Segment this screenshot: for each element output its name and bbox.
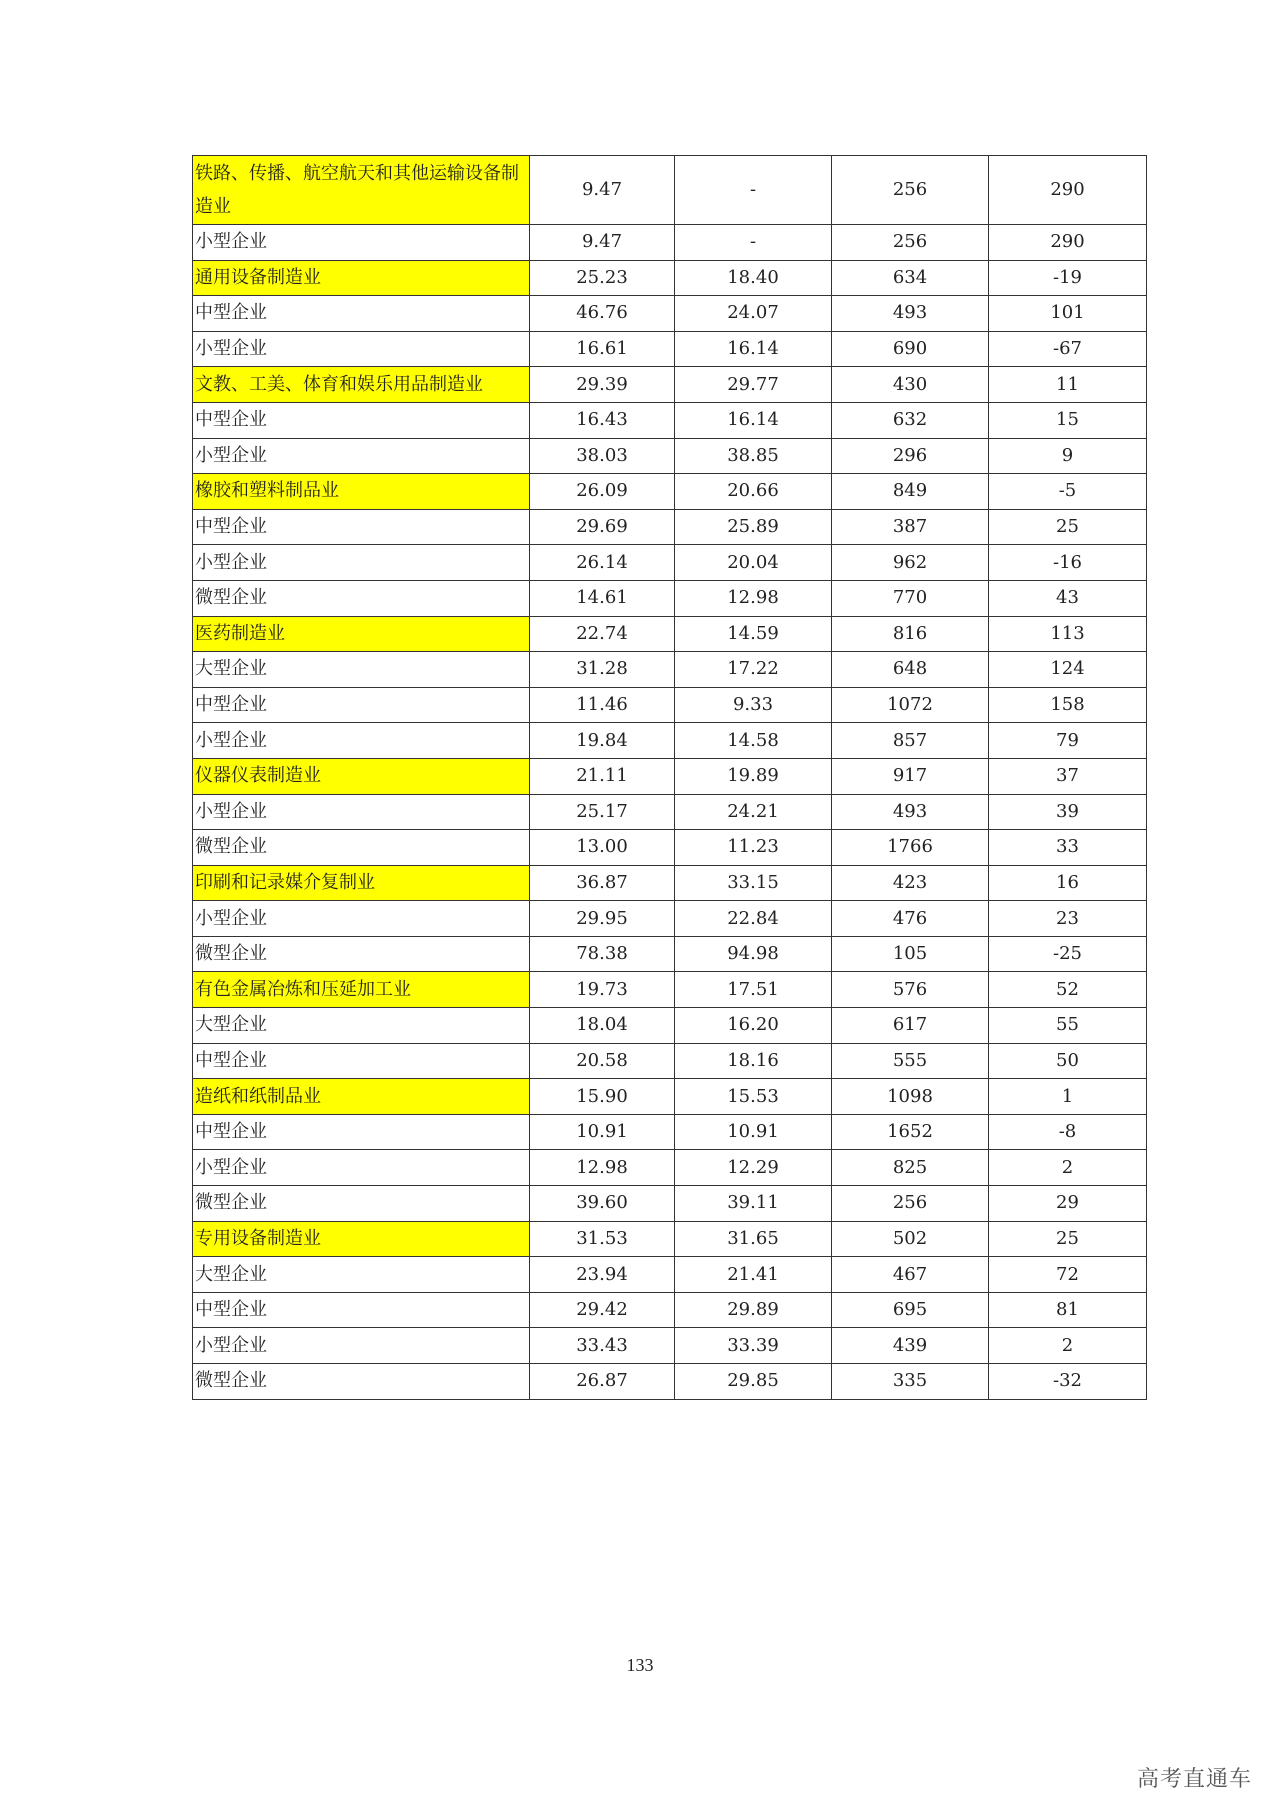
value-cell-col1: 9.47 — [530, 225, 675, 261]
value-cell-col2: 16.14 — [675, 331, 832, 367]
value-cell-col3: 849 — [832, 474, 989, 510]
value-cell-col3: 256 — [832, 156, 989, 225]
value-cell-col2: 12.98 — [675, 580, 832, 616]
value-cell-col1: 9.47 — [530, 156, 675, 225]
enterprise-size-cell: 中型企业 — [193, 1114, 530, 1150]
value-cell-col2: 20.66 — [675, 474, 832, 510]
watermark: 高考直通车 — [1136, 1767, 1252, 1792]
value-cell-col1: 31.28 — [530, 652, 675, 688]
value-cell-col1: 22.74 — [530, 616, 675, 652]
value-cell-col1: 16.43 — [530, 402, 675, 438]
enterprise-size-cell: 微型企业 — [193, 936, 530, 972]
value-cell-col2: 9.33 — [675, 687, 832, 723]
table-row — [193, 723, 1147, 759]
value-cell-col3: 825 — [832, 1150, 989, 1186]
value-cell-col2: 17.51 — [675, 972, 832, 1008]
page-number: 133 — [626, 1655, 654, 1675]
enterprise-size-cell: 小型企业 — [193, 1150, 530, 1186]
table-row — [193, 260, 1147, 296]
value-cell-col3: 917 — [832, 758, 989, 794]
table-row — [193, 1186, 1147, 1222]
value-cell-col4: -19 — [989, 260, 1147, 296]
value-cell-col3: 105 — [832, 936, 989, 972]
value-cell-col4: 290 — [989, 225, 1147, 261]
table-row — [193, 331, 1147, 367]
table-row — [193, 1079, 1147, 1115]
enterprise-size-cell: 小型企业 — [193, 331, 530, 367]
value-cell-col2: 11.23 — [675, 830, 832, 866]
enterprise-size-cell: 小型企业 — [193, 225, 530, 261]
value-cell-col3: 467 — [832, 1257, 989, 1293]
table-row — [193, 225, 1147, 261]
value-cell-col1: 26.14 — [530, 545, 675, 581]
table-row — [193, 156, 1147, 225]
value-cell-col2: 94.98 — [675, 936, 832, 972]
data-table — [192, 155, 1147, 1400]
value-cell-col2: 14.59 — [675, 616, 832, 652]
table-row — [193, 1150, 1147, 1186]
table-row — [193, 1292, 1147, 1328]
value-cell-col3: 962 — [832, 545, 989, 581]
value-cell-col3: 695 — [832, 1292, 989, 1328]
value-cell-col3: 576 — [832, 972, 989, 1008]
value-cell-col1: 23.94 — [530, 1257, 675, 1293]
table-row — [193, 1221, 1147, 1257]
table-row — [193, 580, 1147, 616]
value-cell-col4: 72 — [989, 1257, 1147, 1293]
value-cell-col2: 39.11 — [675, 1186, 832, 1222]
value-cell-col4: 52 — [989, 972, 1147, 1008]
value-cell-col4: -25 — [989, 936, 1147, 972]
value-cell-col4: 23 — [989, 901, 1147, 937]
value-cell-col2: 29.89 — [675, 1292, 832, 1328]
enterprise-size-cell: 小型企业 — [193, 723, 530, 759]
table-row — [193, 1008, 1147, 1044]
value-cell-col1: 46.76 — [530, 296, 675, 332]
value-cell-col1: 19.73 — [530, 972, 675, 1008]
value-cell-col2: 29.77 — [675, 367, 832, 403]
value-cell-col2: 16.20 — [675, 1008, 832, 1044]
value-cell-col4: -16 — [989, 545, 1147, 581]
value-cell-col1: 25.17 — [530, 794, 675, 830]
enterprise-size-cell: 中型企业 — [193, 1043, 530, 1079]
value-cell-col4: 113 — [989, 616, 1147, 652]
value-cell-col3: 493 — [832, 296, 989, 332]
value-cell-col2: 33.15 — [675, 865, 832, 901]
value-cell-col4: 33 — [989, 830, 1147, 866]
value-cell-col4: 124 — [989, 652, 1147, 688]
value-cell-col3: 335 — [832, 1364, 989, 1400]
table-row — [193, 1364, 1147, 1400]
value-cell-col3: 387 — [832, 509, 989, 545]
table-row — [193, 402, 1147, 438]
value-cell-col1: 78.38 — [530, 936, 675, 972]
value-cell-col4: 39 — [989, 794, 1147, 830]
value-cell-col1: 14.61 — [530, 580, 675, 616]
table-row — [193, 972, 1147, 1008]
enterprise-size-cell: 中型企业 — [193, 509, 530, 545]
value-cell-col4: 43 — [989, 580, 1147, 616]
table-row — [193, 901, 1147, 937]
enterprise-size-cell: 中型企业 — [193, 687, 530, 723]
value-cell-col2: 33.39 — [675, 1328, 832, 1364]
value-cell-col1: 29.39 — [530, 367, 675, 403]
value-cell-col3: 476 — [832, 901, 989, 937]
value-cell-col2: 38.85 — [675, 438, 832, 474]
table-row — [193, 1328, 1147, 1364]
value-cell-col3: 296 — [832, 438, 989, 474]
value-cell-col3: 256 — [832, 1186, 989, 1222]
value-cell-col4: 2 — [989, 1150, 1147, 1186]
value-cell-col1: 36.87 — [530, 865, 675, 901]
enterprise-size-cell: 中型企业 — [193, 296, 530, 332]
value-cell-col3: 1766 — [832, 830, 989, 866]
value-cell-col2: 25.89 — [675, 509, 832, 545]
table-row — [193, 296, 1147, 332]
enterprise-size-cell: 小型企业 — [193, 794, 530, 830]
industry-name-cell: 铁路、传播、航空航天和其他运输设备制造业 — [193, 156, 530, 225]
industry-name-cell: 有色金属冶炼和压延加工业 — [193, 972, 530, 1008]
enterprise-size-cell: 微型企业 — [193, 830, 530, 866]
value-cell-col3: 439 — [832, 1328, 989, 1364]
table-row — [193, 936, 1147, 972]
value-cell-col4: 9 — [989, 438, 1147, 474]
value-cell-col2: 29.85 — [675, 1364, 832, 1400]
value-cell-col3: 648 — [832, 652, 989, 688]
value-cell-col1: 29.42 — [530, 1292, 675, 1328]
value-cell-col1: 20.58 — [530, 1043, 675, 1079]
value-cell-col4: 290 — [989, 156, 1147, 225]
value-cell-col1: 31.53 — [530, 1221, 675, 1257]
enterprise-size-cell: 大型企业 — [193, 1257, 530, 1293]
value-cell-col3: 423 — [832, 865, 989, 901]
value-cell-col1: 29.69 — [530, 509, 675, 545]
value-cell-col4: 79 — [989, 723, 1147, 759]
value-cell-col4: -67 — [989, 331, 1147, 367]
table-row — [193, 758, 1147, 794]
value-cell-col1: 10.91 — [530, 1114, 675, 1150]
value-cell-col4: 25 — [989, 1221, 1147, 1257]
value-cell-col4: 55 — [989, 1008, 1147, 1044]
value-cell-col2: 14.58 — [675, 723, 832, 759]
value-cell-col2: 18.16 — [675, 1043, 832, 1079]
value-cell-col1: 39.60 — [530, 1186, 675, 1222]
value-cell-col2: 17.22 — [675, 652, 832, 688]
table-row — [193, 830, 1147, 866]
table-row — [193, 794, 1147, 830]
value-cell-col2: 31.65 — [675, 1221, 832, 1257]
value-cell-col4: 1 — [989, 1079, 1147, 1115]
enterprise-size-cell: 中型企业 — [193, 402, 530, 438]
value-cell-col2: 16.14 — [675, 402, 832, 438]
value-cell-col2: 10.91 — [675, 1114, 832, 1150]
value-cell-col4: 158 — [989, 687, 1147, 723]
value-cell-col3: 1072 — [832, 687, 989, 723]
table-body — [193, 156, 1147, 1400]
value-cell-col4: -8 — [989, 1114, 1147, 1150]
enterprise-size-cell: 微型企业 — [193, 1364, 530, 1400]
value-cell-col3: 857 — [832, 723, 989, 759]
value-cell-col3: 555 — [832, 1043, 989, 1079]
value-cell-col3: 816 — [832, 616, 989, 652]
value-cell-col1: 38.03 — [530, 438, 675, 474]
value-cell-col2: - — [675, 225, 832, 261]
value-cell-col1: 12.98 — [530, 1150, 675, 1186]
value-cell-col1: 26.09 — [530, 474, 675, 510]
enterprise-size-cell: 大型企业 — [193, 1008, 530, 1044]
enterprise-size-cell: 小型企业 — [193, 901, 530, 937]
value-cell-col3: 1652 — [832, 1114, 989, 1150]
enterprise-size-cell: 大型企业 — [193, 652, 530, 688]
table-row — [193, 1114, 1147, 1150]
table-row — [193, 652, 1147, 688]
enterprise-size-cell: 小型企业 — [193, 1328, 530, 1364]
value-cell-col2: 22.84 — [675, 901, 832, 937]
value-cell-col4: 25 — [989, 509, 1147, 545]
value-cell-col1: 13.00 — [530, 830, 675, 866]
enterprise-size-cell: 小型企业 — [193, 438, 530, 474]
value-cell-col4: 50 — [989, 1043, 1147, 1079]
value-cell-col3: 634 — [832, 260, 989, 296]
industry-name-cell: 专用设备制造业 — [193, 1221, 530, 1257]
value-cell-col2: 21.41 — [675, 1257, 832, 1293]
table-row — [193, 509, 1147, 545]
industry-name-cell: 仪器仪表制造业 — [193, 758, 530, 794]
value-cell-col1: 29.95 — [530, 901, 675, 937]
value-cell-col4: 2 — [989, 1328, 1147, 1364]
industry-name-cell: 医药制造业 — [193, 616, 530, 652]
value-cell-col3: 256 — [832, 225, 989, 261]
table-row — [193, 545, 1147, 581]
value-cell-col1: 25.23 — [530, 260, 675, 296]
value-cell-col1: 21.11 — [530, 758, 675, 794]
value-cell-col1: 33.43 — [530, 1328, 675, 1364]
value-cell-col3: 617 — [832, 1008, 989, 1044]
table-row — [193, 616, 1147, 652]
value-cell-col2: 19.89 — [675, 758, 832, 794]
table-row — [193, 687, 1147, 723]
value-cell-col1: 16.61 — [530, 331, 675, 367]
table-row — [193, 1043, 1147, 1079]
value-cell-col2: 20.04 — [675, 545, 832, 581]
enterprise-size-cell: 中型企业 — [193, 1292, 530, 1328]
industry-name-cell: 造纸和纸制品业 — [193, 1079, 530, 1115]
value-cell-col4: 81 — [989, 1292, 1147, 1328]
value-cell-col4: 16 — [989, 865, 1147, 901]
table-row — [193, 438, 1147, 474]
value-cell-col3: 690 — [832, 331, 989, 367]
value-cell-col2: 12.29 — [675, 1150, 832, 1186]
industry-name-cell: 文教、工美、体育和娱乐用品制造业 — [193, 367, 530, 403]
enterprise-size-cell: 微型企业 — [193, 580, 530, 616]
value-cell-col1: 18.04 — [530, 1008, 675, 1044]
industry-name-cell: 印刷和记录媒介复制业 — [193, 865, 530, 901]
table-row — [193, 474, 1147, 510]
value-cell-col2: 18.40 — [675, 260, 832, 296]
value-cell-col2: 24.21 — [675, 794, 832, 830]
value-cell-col3: 632 — [832, 402, 989, 438]
value-cell-col1: 11.46 — [530, 687, 675, 723]
table-row — [193, 1257, 1147, 1293]
value-cell-col3: 430 — [832, 367, 989, 403]
value-cell-col4: 37 — [989, 758, 1147, 794]
value-cell-col4: -5 — [989, 474, 1147, 510]
value-cell-col1: 26.87 — [530, 1364, 675, 1400]
table-row — [193, 865, 1147, 901]
enterprise-size-cell: 微型企业 — [193, 1186, 530, 1222]
value-cell-col4: 15 — [989, 402, 1147, 438]
value-cell-col4: -32 — [989, 1364, 1147, 1400]
value-cell-col3: 493 — [832, 794, 989, 830]
value-cell-col3: 770 — [832, 580, 989, 616]
value-cell-col4: 11 — [989, 367, 1147, 403]
industry-name-cell: 橡胶和塑料制品业 — [193, 474, 530, 510]
value-cell-col2: - — [675, 156, 832, 225]
value-cell-col4: 101 — [989, 296, 1147, 332]
table-row — [193, 367, 1147, 403]
value-cell-col1: 19.84 — [530, 723, 675, 759]
value-cell-col2: 24.07 — [675, 296, 832, 332]
value-cell-col4: 29 — [989, 1186, 1147, 1222]
value-cell-col3: 502 — [832, 1221, 989, 1257]
value-cell-col2: 15.53 — [675, 1079, 832, 1115]
industry-name-cell: 通用设备制造业 — [193, 260, 530, 296]
value-cell-col1: 15.90 — [530, 1079, 675, 1115]
value-cell-col3: 1098 — [832, 1079, 989, 1115]
enterprise-size-cell: 小型企业 — [193, 545, 530, 581]
